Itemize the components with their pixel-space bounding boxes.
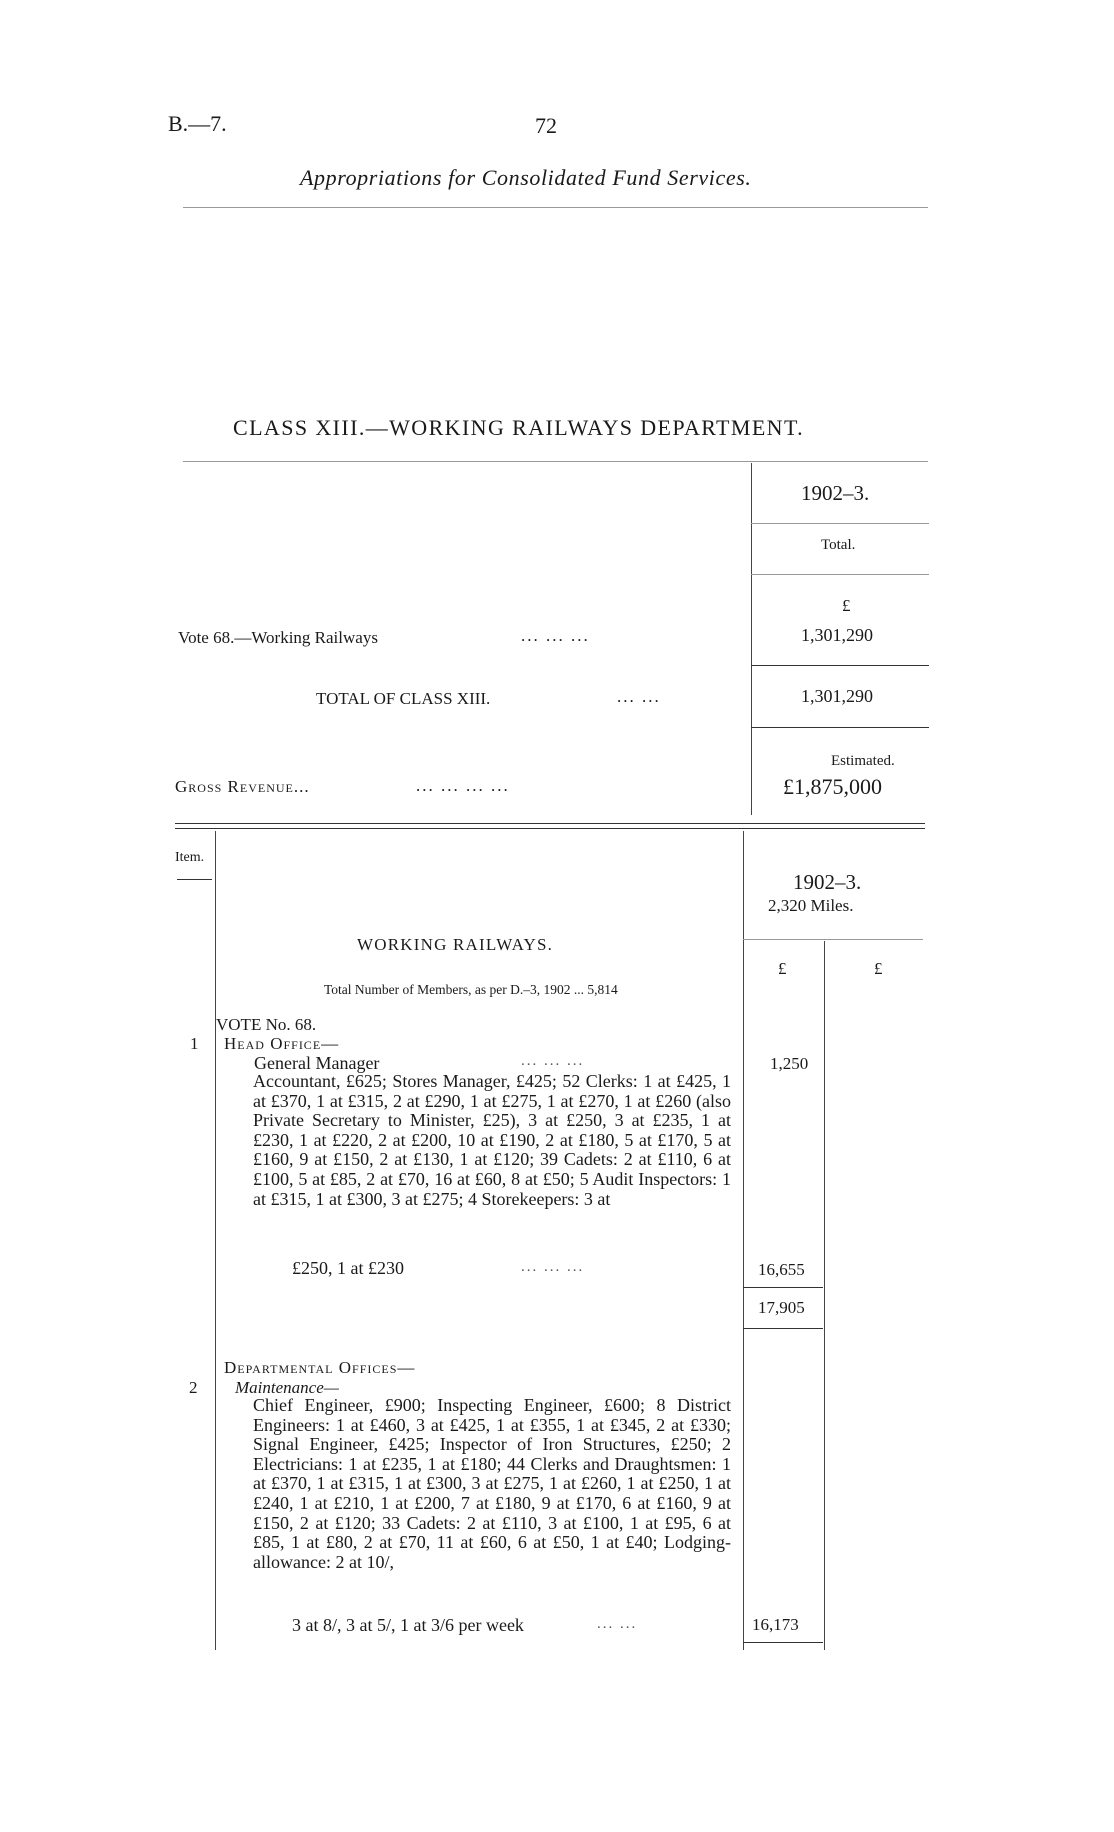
total-class-amount: 1,301,290 xyxy=(801,686,873,706)
members-line: Total Number of Members, as per D.–3, 1902 ... 5,814 xyxy=(324,982,618,997)
item-subheading: Maintenance— xyxy=(235,1378,339,1397)
vote-amount: 1,301,290 xyxy=(801,625,873,645)
vote-line-dots: ... ... ... xyxy=(521,626,590,645)
item-last-line-dots: ... ... xyxy=(597,1616,638,1632)
page-number: 72 xyxy=(535,113,557,138)
vote-amount-rule xyxy=(751,665,929,666)
item-subtotal: 17,905 xyxy=(758,1298,805,1317)
item-description: Accountant, £625; Stores Manager, £425; 52 Clerks: 1 at £425, 1 at £370, 1 at £315, 2 at £290, 1 at £275, 1 at £270, 1 at £260 (also Private Secretary to Minister, £25), 3 at £250, 3 at £235, 1 at £230, 1 at £220, 2 at £200, 10 at £190, 2 at £180, 5 at £170, 5 at £160, 9 at £150, 2 at £130, 1 at £120; 39 Cadets: 2 at £110, 6 at £100, 5 at £85, 2 at £70, 16 at £60, 8 at £50; 5 Audit Inspectors: 1 at £315, 1 at £300, 3 at £275; 4 Storekeepers: 3 at xyxy=(253,1071,731,1209)
page-subtitle: Appropriations for Consolidated Fund Services. xyxy=(300,165,752,190)
summary-year-rule xyxy=(751,523,929,524)
vote-number: VOTE No. 68. xyxy=(216,1015,317,1034)
class-heading-rule xyxy=(183,461,928,462)
item-number: 1 xyxy=(190,1034,199,1053)
item-heading: Head Office— xyxy=(224,1034,340,1053)
item-first-amount: 1,250 xyxy=(770,1054,809,1073)
item-description-amount: 16,655 xyxy=(758,1260,805,1279)
detail-miles: 2,320 Miles. xyxy=(768,896,854,915)
currency-column-1: £ xyxy=(778,959,787,978)
item-heading: Departmental Offices— xyxy=(224,1358,416,1377)
amount-column-divider xyxy=(743,831,744,1650)
summary-year: 1902–3. xyxy=(801,481,870,505)
summary-total-rule xyxy=(751,574,929,575)
item-first-line-dots: ... ... ... xyxy=(521,1053,585,1069)
summary-currency: £ xyxy=(842,596,851,615)
detail-year-rule xyxy=(743,939,923,940)
section-title: WORKING RAILWAYS. xyxy=(357,935,554,954)
detail-year: 1902–3. xyxy=(793,870,862,894)
total-class-rule xyxy=(751,727,929,728)
item-label-rule xyxy=(177,879,212,880)
item-number: 2 xyxy=(189,1378,198,1397)
item-column-label: Item. xyxy=(175,850,205,865)
total-class-label: TOTAL OF CLASS XIII. xyxy=(316,689,491,708)
item-description-amount: 16,173 xyxy=(752,1615,799,1634)
total-column-divider xyxy=(824,941,825,1650)
document-ref: B.—7. xyxy=(168,111,227,136)
estimated-label: Estimated. xyxy=(831,753,895,769)
item-bottom-rule xyxy=(743,1642,823,1643)
summary-column-divider xyxy=(751,463,752,815)
gross-revenue-amount: £1,875,000 xyxy=(783,774,882,799)
currency-column-2: £ xyxy=(874,959,883,978)
item-description: Chief Engineer, £900; Inspecting Engineer, £600; 8 District Engineers: 1 at £460, 3 at £425, 1 at £355, 1 at £345, 2 at £330; Signal Engineer, £425; Inspector of Iron Structures, £250; 2 Electricians: 1 at £235, 1 at £180; 44 Clerks and Draughtsmen: 1 at £370, 1 at £315, 1 at £300, 3 at £275, 1 at £260, 1 at £250, 1 at £240, 1 at £210, 1 at £200, 7 at £180, 9 at £170, 6 at £160, 9 at £150, 2 at £120; 33 Cadets: 2 at £110, 3 at £100, 1 at £95, 6 at £85, 1 at £80, 2 at £70, 11 at £60, 6 at £50, 1 at £40; Lodging-allowance: 2 at 10/, xyxy=(253,1395,731,1572)
summary-bottom-rule-2 xyxy=(175,828,925,829)
gross-revenue-label: Gross Revenue... xyxy=(175,777,310,796)
item-last-line: £250, 1 at £230 xyxy=(292,1258,404,1278)
item-column-divider xyxy=(215,831,216,1650)
header-rule xyxy=(183,207,928,208)
vote-line-label: Vote 68.—Working Railways xyxy=(178,628,378,647)
item-last-line: 3 at 8/, 3 at 5/, 1 at 3/6 per week xyxy=(292,1615,524,1635)
summary-bottom-rule-1 xyxy=(175,823,925,824)
total-class-dots: ... ... xyxy=(617,687,661,706)
class-heading: CLASS XIII.—WORKING RAILWAYS DEPARTMENT. xyxy=(233,415,805,440)
item-subtotal-bottom-rule xyxy=(743,1328,823,1329)
summary-total-label: Total. xyxy=(821,537,856,553)
item-last-line-dots: ... ... ... xyxy=(521,1259,585,1275)
gross-revenue-dots: ... ... ... ... xyxy=(416,776,510,795)
item-first-line: General Manager xyxy=(254,1053,380,1073)
item-subtotal-rule xyxy=(743,1287,823,1288)
